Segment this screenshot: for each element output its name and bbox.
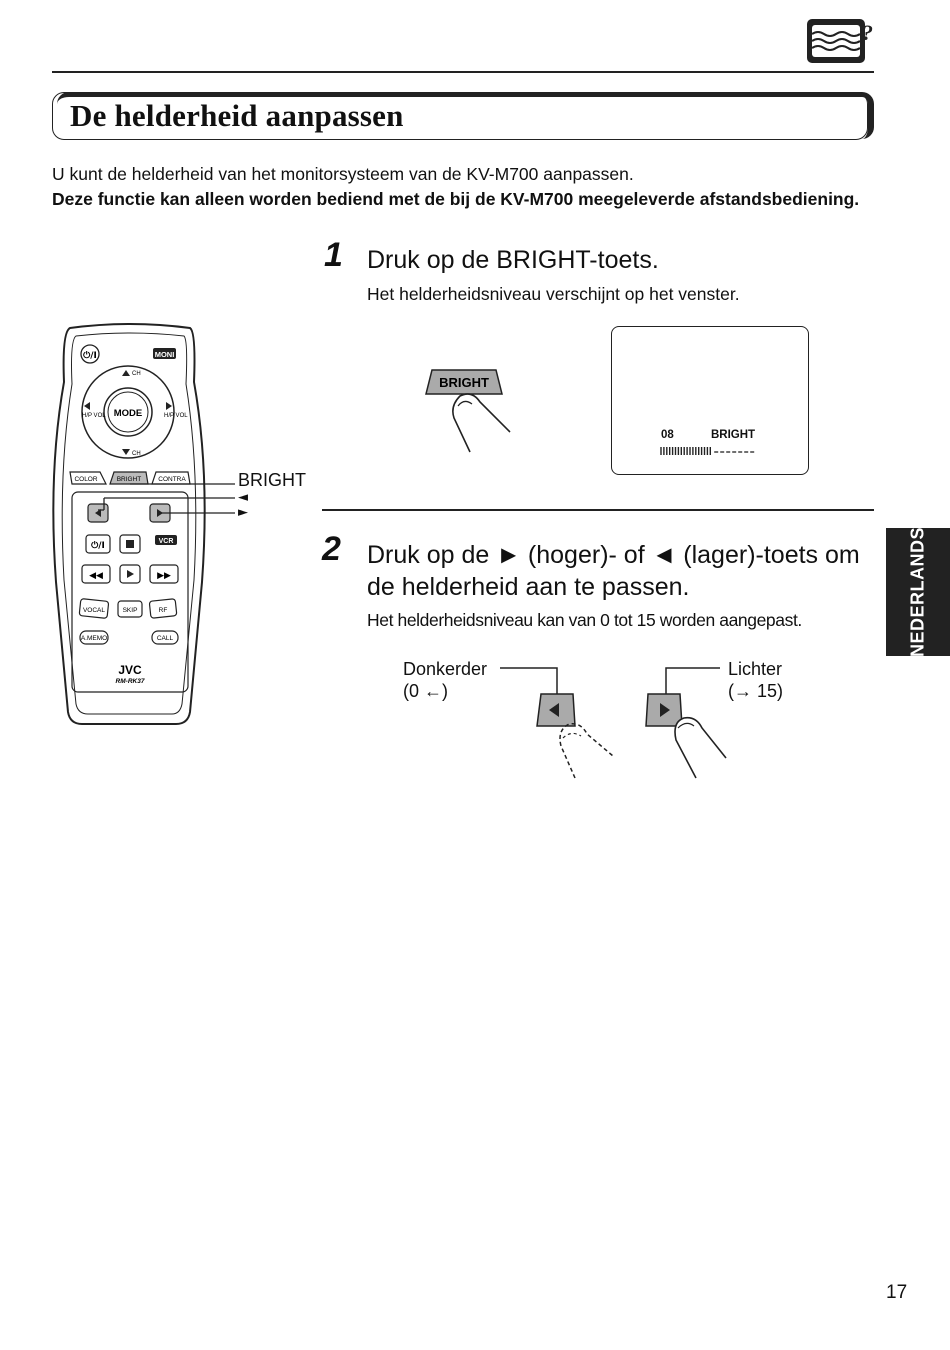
remote-moni-label: MONI: [154, 350, 175, 359]
remote-hp-vol-left: H/P VOL: [82, 413, 106, 419]
step-divider: [322, 509, 874, 511]
remote-ch-down-label: CH: [132, 451, 141, 457]
lighter-label: Lichter: [728, 659, 783, 679]
right-button-press-illustration: [630, 660, 740, 785]
darker-range: (0 ←): [403, 681, 448, 701]
remote-model: RM-RK37: [115, 678, 145, 685]
remote-callout-lines: [95, 470, 240, 530]
callout-right-arrow: ►: [238, 505, 248, 520]
darker-label: Donkerder: [403, 659, 488, 679]
screen-level-value: 08: [661, 429, 674, 441]
language-tab: [886, 528, 950, 656]
remote-amemo-label: A.MEMO: [80, 635, 108, 642]
intro-bold-note: Deze functie kan alleen worden bediend met de bij de KV-M700 meegeleverde afstandsbediening.: [52, 189, 860, 209]
bright-button-press-illustration: [420, 364, 530, 464]
remote-vcr-label: VCR: [158, 538, 174, 545]
remote-ch-up-label: CH: [132, 371, 141, 377]
language-tab-label: NEDERLANDS: [907, 526, 928, 658]
remote-rf-label: RF: [158, 607, 168, 614]
step-1-subtext: Het helderheidsniveau verschijnt op het venster.: [367, 284, 740, 304]
svg-text:▶▶: ▶▶: [157, 571, 171, 581]
remote-vocal-label: VOCAL: [82, 607, 106, 614]
remote-skip-label: SKIP: [122, 607, 138, 614]
remote-call-label: CALL: [156, 635, 174, 642]
bright-button-label: BRIGHT: [439, 375, 489, 390]
svg-text:?: ?: [862, 20, 873, 45]
step-2-heading-line-1: Druk op de ► (hoger)- of ◄ (lager)-toets om: [367, 541, 860, 569]
remote-bright-label: BRIGHT: [116, 476, 142, 483]
header-rule: [52, 71, 874, 73]
lighter-range: (→ 15): [728, 681, 784, 701]
page-title: De helderheid aanpassen: [70, 98, 404, 133]
remote-contrast-label: CONTRA: [158, 476, 186, 483]
left-button-press-illustration: [495, 660, 620, 785]
callout-left-arrow: ◄: [238, 490, 248, 505]
remote-hp-vol-right: H/P VOL: [164, 413, 188, 419]
tv-question-icon: [804, 14, 880, 68]
step-1-number: 1: [324, 236, 343, 274]
step-2-subtext: Het helderheidsniveau kan van 0 tot 15 worden aangepast.: [367, 610, 802, 630]
step-2-heading-line-2: de helderheid aan te passen.: [367, 573, 690, 601]
remote-mode-label: MODE: [113, 408, 143, 419]
screen-level-label: BRIGHT: [711, 429, 756, 441]
intro-text: [52, 162, 872, 212]
svg-text:◀◀: ◀◀: [89, 571, 103, 581]
page-number: 17: [886, 1282, 908, 1303]
remote-brand: JVC: [118, 663, 142, 677]
remote-power-label: ⏻/I: [83, 351, 97, 361]
callout-bright-label: BRIGHT: [238, 470, 307, 490]
intro-line: U kunt de helderheid van het monitorsysteem van de KV-M700 aanpassen.: [52, 164, 634, 184]
step-2-heading: [367, 539, 860, 603]
step-1-heading: Druk op de BRIGHT-toets.: [367, 246, 659, 274]
remote-color-label: COLOR: [74, 476, 98, 483]
brightness-level-bar: [660, 446, 760, 456]
step-2-number: 2: [322, 530, 341, 568]
svg-text:⏻/I: ⏻/I: [91, 541, 105, 551]
